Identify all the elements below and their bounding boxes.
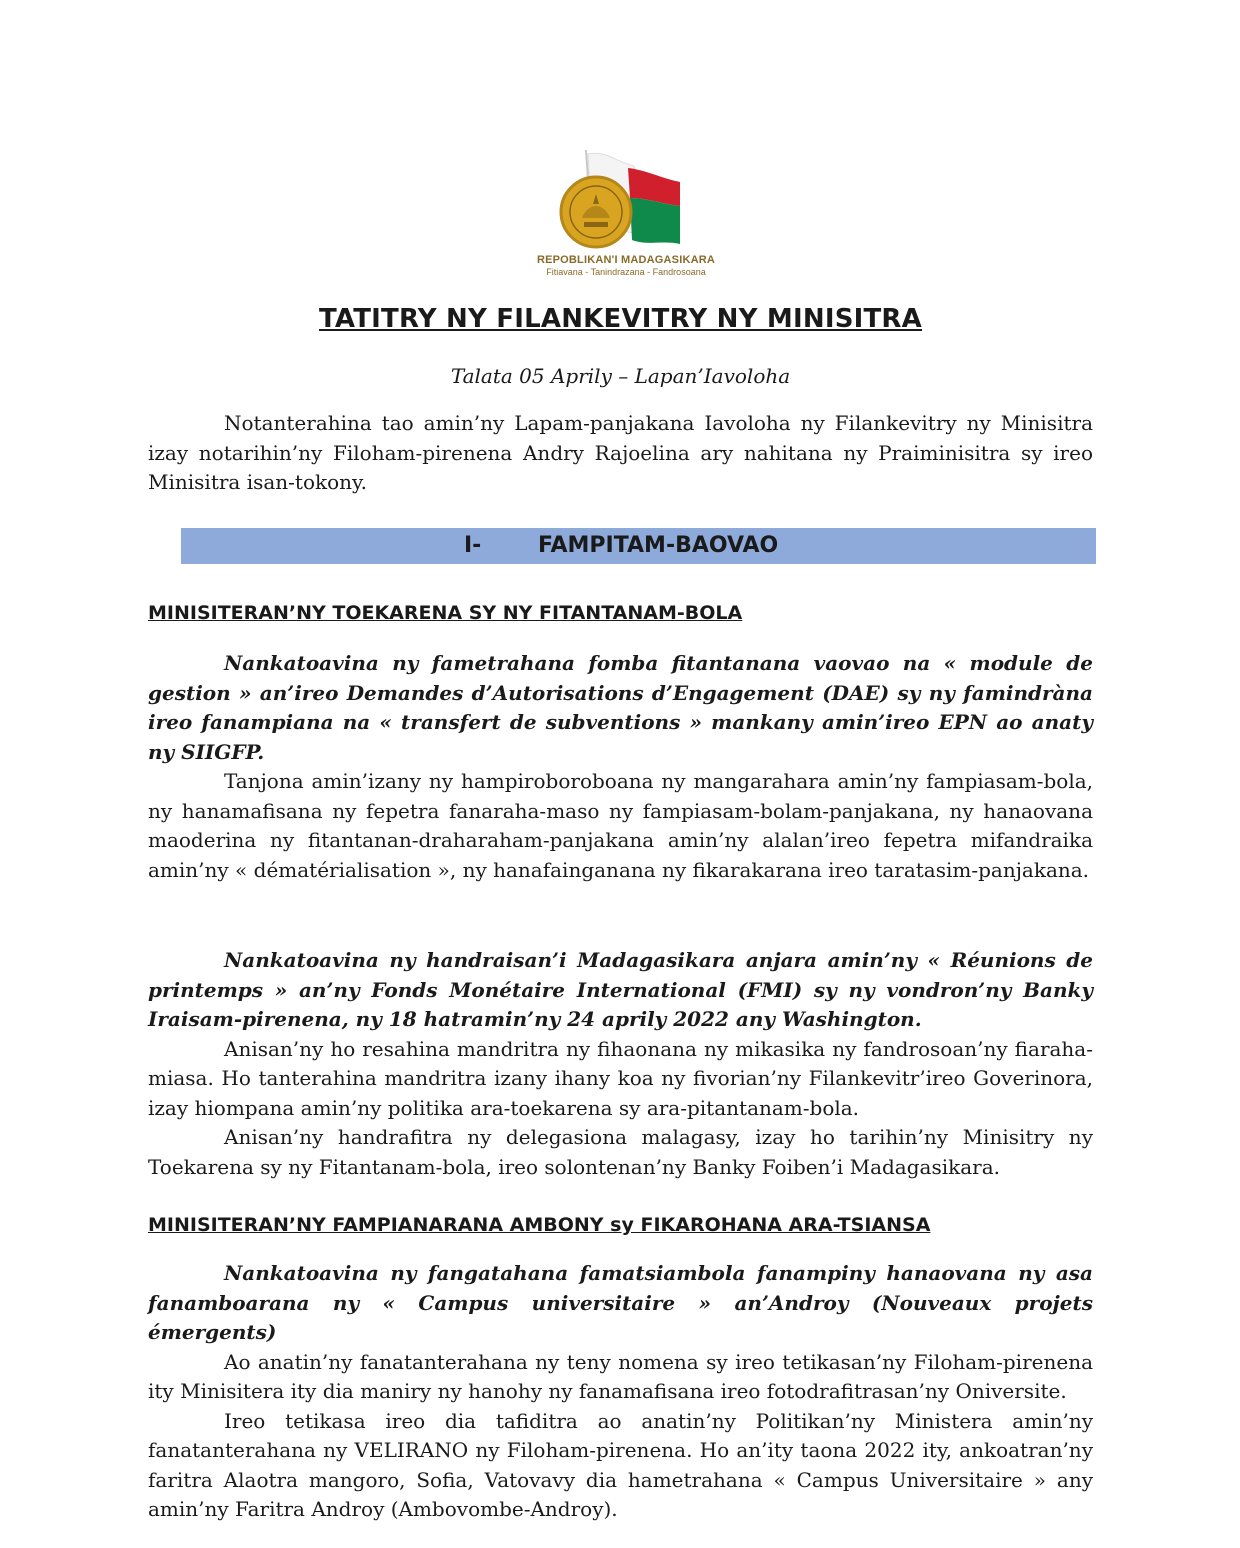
ministry2-paragraph-2: Ireo tetikasa ireo dia tafiditra ao anatin’ny Politikan’ny Ministera amin’ny fanatanterahana ny VELIRANO ny Filoham-pirenena. Ho an’ity taona 2022 ity, ankoatran’ny faritra Alaotra mangoro, Sofia, Vatovavy dia hametrahana « Campus Universitaire » any amin’ny Faritra Androy (Ambovombe-Androy). xyxy=(148,1408,1093,1521)
ministry1-paragraph-2: Anisan’ny ho resahina mandritra ny fihaonana ny mikasika ny fandrosoan’ny fiaraha-miasa. Ho tanterahina mandritra izany ihany koa ny fivorian’ny Filankevitr’ireo Goverinora, izay hiompana amin’ny politika ara-toekarena sy ara-pitantanam-bola. xyxy=(148,1036,1093,1120)
ministry1-block-1 xyxy=(148,649,1093,885)
intro-paragraph: Notanterahina tao amin’ny Lapam-panjakana Iavoloha ny Filankevitry ny Minisitra izay notarihin’ny Filoham-pirenena Andry Rajoelina ary nahitana ny Praiminisitra sy ireo Minisitra isan-tokony. xyxy=(148,411,1093,494)
section-header-bar xyxy=(181,528,1096,564)
ministry2-block xyxy=(148,1259,1093,1525)
ministry2-decision-1: Nankatoavina ny fangatahana famatsiambola fanampiny hanaovana ny asa fanamboarana ny « Campus universitaire » an’Androy (Nouveaux projets émergents) xyxy=(148,1261,1093,1344)
logo-motto: Fitiavana - Tanindrazana - Fandrosoana xyxy=(546,267,706,277)
ministry2-heading: MINISITERAN’NY FAMPIANARANA AMBONY sy FIKAROHANA ARA-TSIANSA xyxy=(148,1214,931,1236)
logo-republic-name: REPOBLIKAN'I MADAGASIKARA xyxy=(536,254,716,266)
page-subtitle: Talata 05 Aprily – Lapan’Iavoloha xyxy=(450,364,791,388)
ministry1-decision-2: Nankatoavina ny handraisan’i Madagasikara anjara amin’ny « Réunions de printemps » an’ny Fonds Monétaire International (FMI) sy ny vondron’ny Banky Iraisam-pirenena, ny 18 hatramin’ny 24 aprily 2022 any Washington. xyxy=(148,948,1093,1031)
page-title: TATITRY NY FILANKEVITRY NY MINISITRA xyxy=(319,304,922,334)
ministry1-paragraph-1: Tanjona amin’izany ny hampiroboroboana ny mangarahara amin’ny fampiasam-bola, ny hanamafisana ny fepetra fanaraha-maso ny fampiasam-bolam-panjakana, ny hanaovana maoderina ny fitantanan-draharaham-panjakana amin’ny alalan’ireo fepetra mifandraika amin’ny « dématérialisation », ny hanafainganana ny fikarakarana ireo taratasim-panjakana. xyxy=(148,769,1093,882)
ministry1-heading: MINISITERAN’NY TOEKARENA SY NY FITANTANAM-BOLA xyxy=(148,602,743,624)
ministry1-paragraph-3: Anisan’ny handrafitra ny delegasiona malagasy, izay ho tarihin’ny Minisitry ny Toekarena sy ny Fitantanam-bola, ireo solontenan’ny Banky Foiben’i Madagasikara. xyxy=(148,1125,1093,1179)
ministry1-block-2 xyxy=(148,946,1093,1182)
section-number: I- xyxy=(464,533,482,558)
intro-block xyxy=(148,409,1093,498)
ministry1-decision-1: Nankatoavina ny fametrahana fomba fitantanana vaovao na « module de gestion » an’ireo Demandes d’Autorisations d’Engagement (DAE) sy ny famindràna ireo fanampiana na « transfert de subventions » mankany amin’ireo EPN ao anaty ny SIIGFP. xyxy=(148,651,1093,764)
section-title: FAMPITAM-BAOVAO xyxy=(538,533,779,558)
ministry2-paragraph-1: Ao anatin’ny fanatanterahana ny teny nomena sy ireo tetikasan’ny Filoham-pirenena ity Minisitera ity dia maniry ny hanohy ny fanamafisana ireo fotodrafitrasan’ny Oniversite. xyxy=(148,1349,1093,1403)
emblem-flag-icon xyxy=(556,148,696,254)
republic-logo xyxy=(508,148,744,280)
